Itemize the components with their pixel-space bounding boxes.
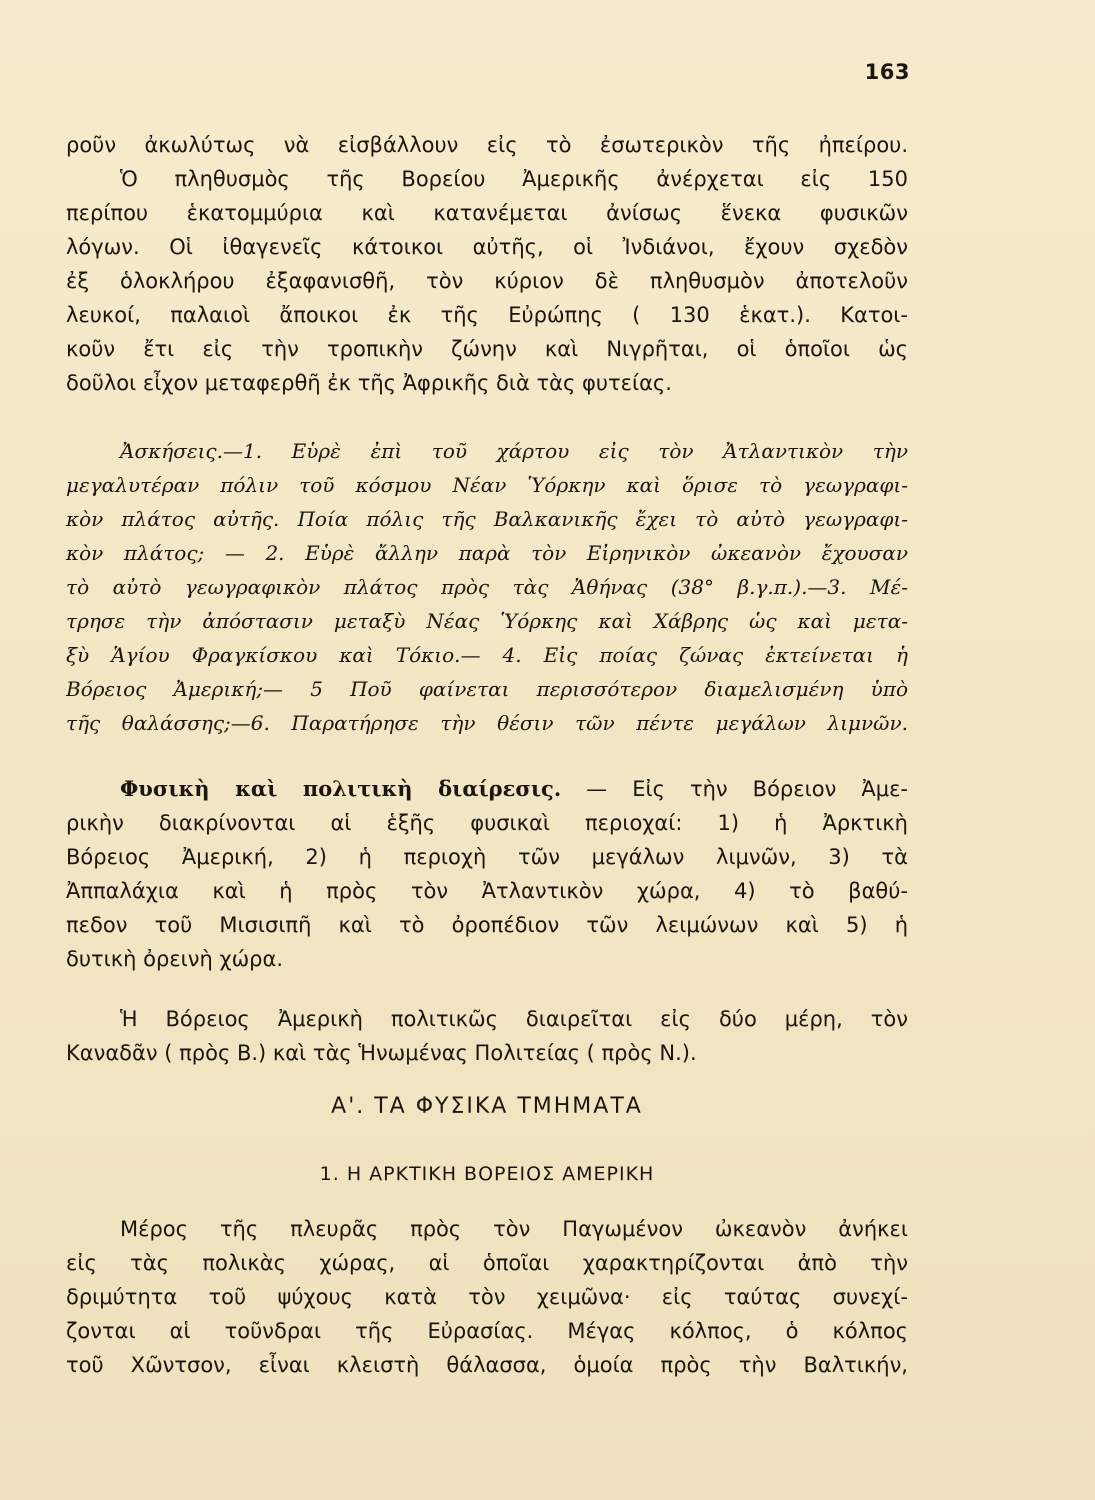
exercises-paragraph — [66, 434, 908, 740]
text-line: κοῦν ἔτι εἰς τὴν τροπικὴν ζώνην καὶ Νιγρῆται, οἱ ὁποῖοι ὡς — [66, 337, 908, 361]
text-line — [66, 772, 908, 806]
text-line: δυτικὴ ὀρεινὴ χώρα. — [66, 947, 284, 971]
text-line: ρικὴν διακρίνονται αἱ ἑξῆς φυσικαὶ περιοχαί: 1) ἡ Ἀρκτικὴ — [66, 811, 908, 835]
exercise-line: Βόρειος Ἀμερική;— 5 Ποῦ φαίνεται περισσότερον διαμελισμένη ὑπὸ — [66, 677, 908, 701]
text-line: τοῦ Χῶντσον, εἶναι κλειστὴ θάλασσα, ὁμοία πρὸς τὴν Βαλτικήν, — [66, 1353, 908, 1377]
text-line: ροῦν ἀκωλύτως νὰ εἰσβάλλουν εἰς τὸ ἐσωτερικὸν τῆς ἠπείρου. — [66, 133, 908, 157]
text-line: δριμύτητα τοῦ ψύχους κατὰ τὸν χειμῶνα· εἰς ταύτας συνεχί- — [66, 1285, 908, 1309]
exercise-line: τὸ αὐτὸ γεωγραφικὸν πλάτος πρὸς τὰς Ἀθήνας (38° β.γ.π.).—3. Μέ- — [66, 575, 908, 599]
text-line: Ὁ πληθυσμὸς τῆς Βορείου Ἀμερικῆς ἀνέρχεται εἰς 150 — [120, 167, 908, 191]
division-lead-heading: Φυσικὴ καὶ πολιτικὴ διαίρεσις. — [120, 776, 562, 801]
division-lead-text: — Εἰς τὴν Βόρειον Ἀμε- — [561, 777, 908, 801]
exercise-line: κὸν πλάτος αὐτῆς. Ποία πόλις τῆς Βαλκανικῆς ἔχει τὸ αὐτὸ γεωγραφι- — [66, 507, 908, 531]
text-line: πεδον τοῦ Μισισιπῆ καὶ τὸ ὀροπέδιον τῶν λειμώνων καὶ 5) ἡ — [66, 913, 908, 937]
text-line: Ἀππαλάχια καὶ ἡ πρὸς τὸν Ἀτλαντικὸν χώρα, 4) τὸ βαθύ- — [66, 879, 908, 903]
text-line: εἰς τὰς πολικὰς χώρας, αἱ ὁποῖαι χαρακτηρίζονται ἀπὸ τὴν — [66, 1251, 908, 1275]
text-line: Ἡ Βόρειος Ἀμερικὴ πολιτικῶς διαιρεῖται εἰς δύο μέρη, τὸν — [120, 1007, 908, 1031]
exercise-line: ξὺ Ἁγίου Φραγκίσκου καὶ Τόκιο.— 4. Εἰς ποίας ζώνας ἐκτείνεται ἡ — [66, 643, 908, 667]
text-line: περίπου ἑκατομμύρια καὶ κατανέμεται ἀνίσως ἕνεκα φυσικῶν — [66, 201, 908, 225]
text-line: Καναδᾶν ( πρὸς Β.) καὶ τὰς Ἡνωμένας Πολιτείας ( πρὸς Ν.). — [66, 1041, 697, 1065]
text-line: Μέρος τῆς πλευρᾶς πρὸς τὸν Παγωμένον ὠκεανὸν ἀνήκει — [120, 1217, 908, 1241]
exercise-line: Ἀσκήσεις.—1. Εὑρὲ ἐπὶ τοῦ χάρτου εἰς τὸν Ἀτλαντικὸν τὴν — [120, 439, 908, 463]
text-line: ἐξ ὁλοκλήρου ἐξαφανισθῆ, τὸν κύριον δὲ πληθυσμὸν ἀποτελοῦν — [66, 269, 908, 293]
arctic-paragraph — [66, 1212, 908, 1382]
text-line: δοῦλοι εἶχον μεταφερθῆ ἐκ τῆς Ἀφρικῆς διὰ τὰς φυτείας. — [66, 371, 672, 395]
text-line: ζονται αἱ τοῦνδραι τῆς Εὐρασίας. Μέγας κόλπος, ὁ κόλπος — [66, 1319, 908, 1343]
text-line: λόγων. Οἱ ἰθαγενεῖς κάτοικοι αὐτῆς, οἱ Ἰνδιάνοι, ἔχουν σχεδὸν — [66, 235, 908, 259]
political-paragraph — [66, 1002, 908, 1070]
exercise-line: κὸν πλάτος; — 2. Εὑρὲ ἄλλην παρὰ τὸν Εἰρηνικὸν ὠκεανὸν ἔχουσαν — [66, 541, 908, 565]
section-heading: Α'. ΤΑ ΦΥΣΙΚΑ ΤΜΗΜΑΤΑ — [331, 1094, 643, 1119]
division-paragraph — [66, 772, 908, 976]
text-line: Βόρειος Ἀμερική, 2) ἡ περιοχὴ τῶν μεγάλων λιμνῶν, 3) τὰ — [66, 845, 908, 869]
exercise-line: τρησε τὴν ἀπόστασιν μεταξὺ Νέας Ὑόρκης καὶ Χάβρης ὡς καὶ μετα- — [66, 609, 908, 633]
exercise-line: τῆς θαλάσσης;—6. Παρατήρησε τὴν θέσιν τῶν πέντε μεγάλων λιμνῶν. — [66, 711, 908, 735]
subsection-heading: 1. Η ΑΡΚΤΙΚΗ ΒΟΡΕΙΟΣ ΑΜΕΡΙΚΗ — [319, 1163, 655, 1185]
exercise-line: μεγαλυτέραν πόλιν τοῦ κόσμου Νέαν Ὑόρκην καὶ ὅρισε τὸ γεωγραφι- — [66, 473, 908, 497]
page-number: 163 — [864, 60, 910, 84]
population-paragraph — [66, 128, 908, 400]
text-line: λευκοί, παλαιοὶ ἄποικοι ἐκ τῆς Εὐρώπης ( 130 ἑκατ.). Κατοι- — [66, 303, 908, 327]
